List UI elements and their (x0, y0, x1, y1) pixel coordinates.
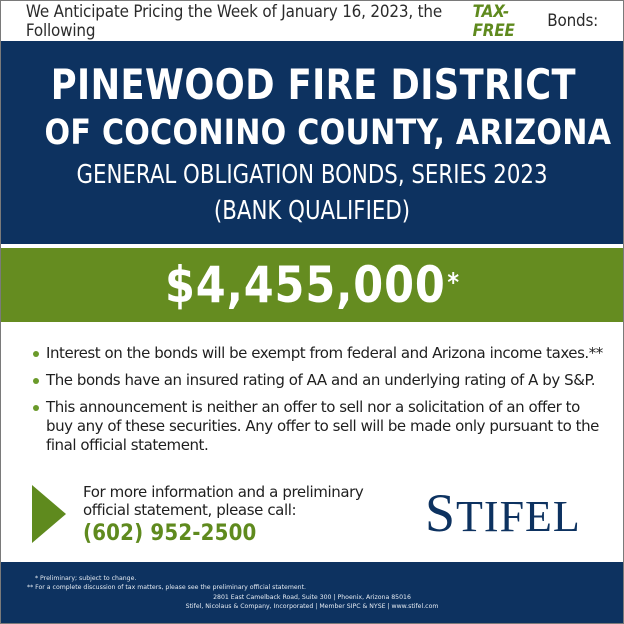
footer (1, 562, 623, 623)
pricing-trail-text: Bonds: (547, 11, 599, 30)
logo-rest: TIFEL (456, 492, 581, 541)
bullet-text: The bonds have an insured rating of AA and an underlying rating of A by S&P. (46, 371, 596, 389)
contact-section (1, 471, 623, 561)
contact-line1: For more information and a preliminary (83, 483, 364, 501)
contact-text (83, 483, 363, 519)
offering-amount (165, 257, 460, 313)
bullet-icon (33, 351, 39, 357)
pricing-announcement-line (26, 1, 598, 40)
footer-address: 2801 East Camelback Road, Suite 300 | Phoenix, Arizona 85016 (213, 594, 411, 601)
list-item (33, 344, 608, 363)
logo-initial: S (425, 483, 457, 543)
bond-details-list (33, 344, 608, 463)
bank-qualified-label: (BANK QUALIFIED) (213, 196, 411, 226)
preliminary-asterisk: * (446, 268, 460, 298)
offering-amount-banner (1, 248, 623, 322)
footer-company-info: Stifel, Nicolaus & Company, Incorporated | Member SIPC & NYSE | www.stifel.com (185, 603, 439, 610)
list-item (33, 398, 608, 455)
footnote-preliminary: * Preliminary; subject to change. (35, 575, 137, 582)
bullet-icon (33, 405, 39, 411)
stifel-logo (425, 485, 581, 545)
pricing-lead-text: We Anticipate Pricing the Week of January 16, 2023, the Following (25, 1, 442, 40)
contact-line2: official statement, please call: (83, 501, 297, 519)
play-arrow-icon (32, 485, 66, 543)
bullet-text: This announcement is neither an offer to sell nor a solicitation of an offer to buy any of these securities. Any offer to sell will be made only pursuant to the final official statement. (46, 398, 599, 454)
bond-series-title: GENERAL OBLIGATION BONDS, SERIES 2023 (76, 160, 548, 190)
issuer-name-line1: PINEWOOD FIRE DISTRICT (50, 60, 576, 109)
list-item (33, 371, 608, 390)
tax-free-label: TAX-FREE (472, 1, 515, 40)
bullet-icon (33, 378, 39, 384)
issuer-banner (1, 41, 623, 244)
issuer-name-line2: OF COCONINO COUNTY, ARIZONA (44, 113, 612, 153)
footnote-tax-matters: ** For a complete discussion of tax matters, please see the preliminary official statement. (27, 584, 306, 591)
offering-amount-value: $4,455,000 (164, 256, 446, 314)
phone-number[interactable]: (602) 952-2500 (83, 521, 257, 546)
bullet-text: Interest on the bonds will be exempt from federal and Arizona income taxes.** (46, 344, 603, 362)
